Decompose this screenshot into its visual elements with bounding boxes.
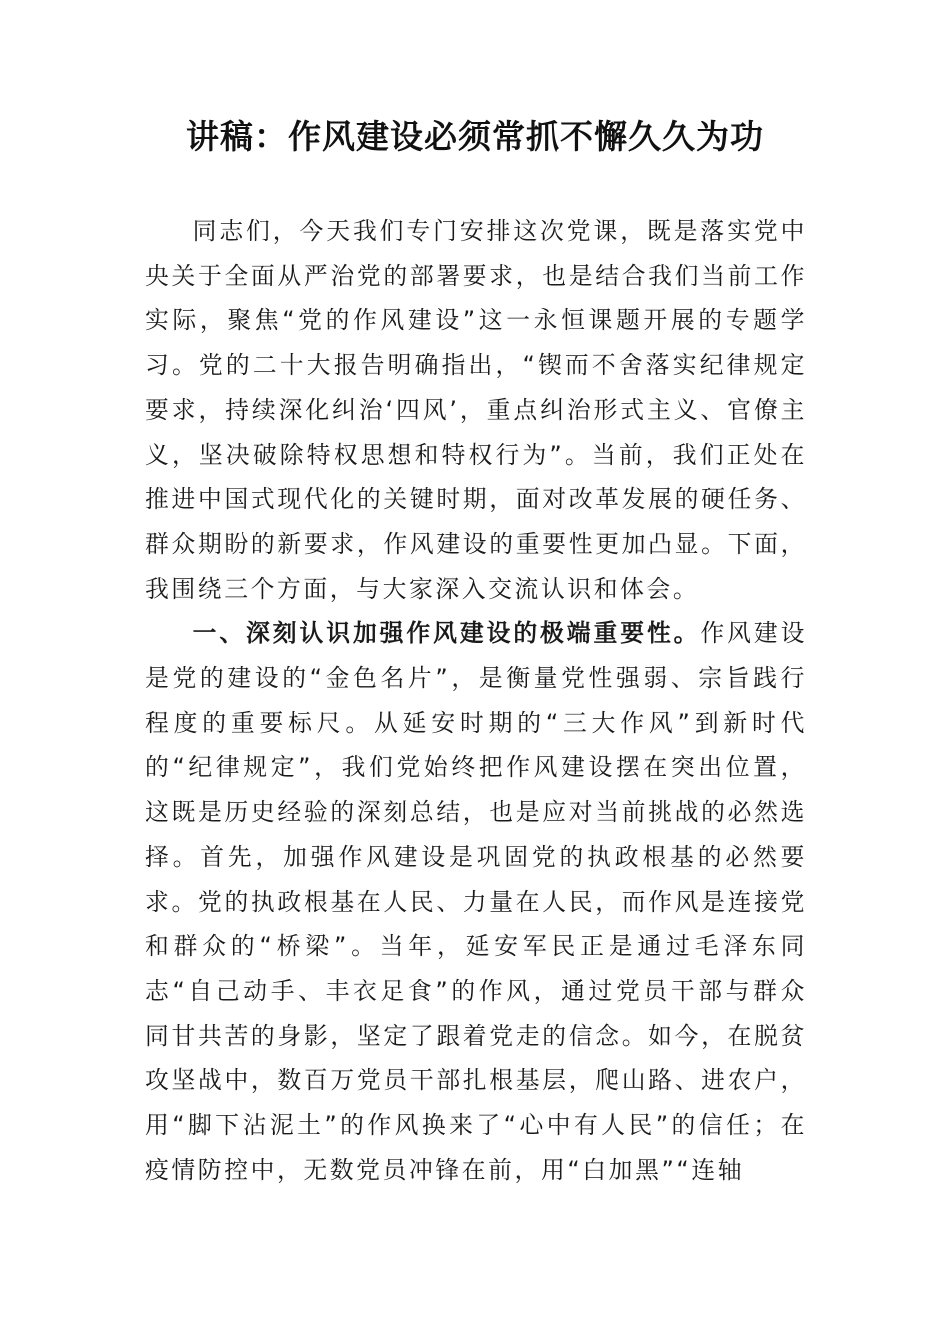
section-one-text: 作风建设是党的建设的“金色名片”，是衡量党性强弱、宗旨践行程度的重要标尺。从延安时期的“三大作风”到新时代的“纪律规定”，我们党始终把作风建设摆在突出位置，这既是历史经验的深刻总结，也是应对当前挑战的必然选择。首先，加强作风建设是巩固党的执政根基的必然要求。党的执政根基在人民、力量在人民，而作风是连接党和群众的“桥梁”。当年，延安军民正是通过毛泽东同志“自己动手、丰衣足食”的作风，通过党员干部与群众同甘共苦的身影，坚定了跟着党走的信念。如今，在脱贫攻坚战中，数百万党员干部扎根基层，爬山路、进农户，用“脚下沾泥土”的作风换来了“心中有人民”的信任；在疫情防控中，无数党员冲锋在前，用“白加黑”“连轴 (145, 619, 807, 1184)
section-one-heading: 一、深刻认识加强作风建设的极端重要性。 (192, 619, 701, 648)
document-body (145, 209, 807, 1192)
paragraph-intro (145, 209, 807, 611)
paragraph-section-one (145, 611, 807, 1192)
paragraph-intro-text: 同志们，今天我们专门安排这次党课，既是落实党中央关于全面从严治党的部署要求，也是结合我们当前工作实际，聚焦“党的作风建设”这一永恒课题开展的专题学习。党的二十大报告明确指出，“锲而不舍落实纪律规定要求，持续深化纠治‘四风’，重点纠治形式主义、官僚主义，坚决破除特权思想和特权行为”。当前，我们正处在推进中国式现代化的关键时期，面对改革发展的硬任务、群众期盼的新要求，作风建设的重要性更加凸显。下面，我围绕三个方面，与大家深入交流认识和体会。 (145, 217, 807, 603)
document-title: 讲稿：作风建设必须常抓不懈久久为功 (186, 117, 764, 156)
